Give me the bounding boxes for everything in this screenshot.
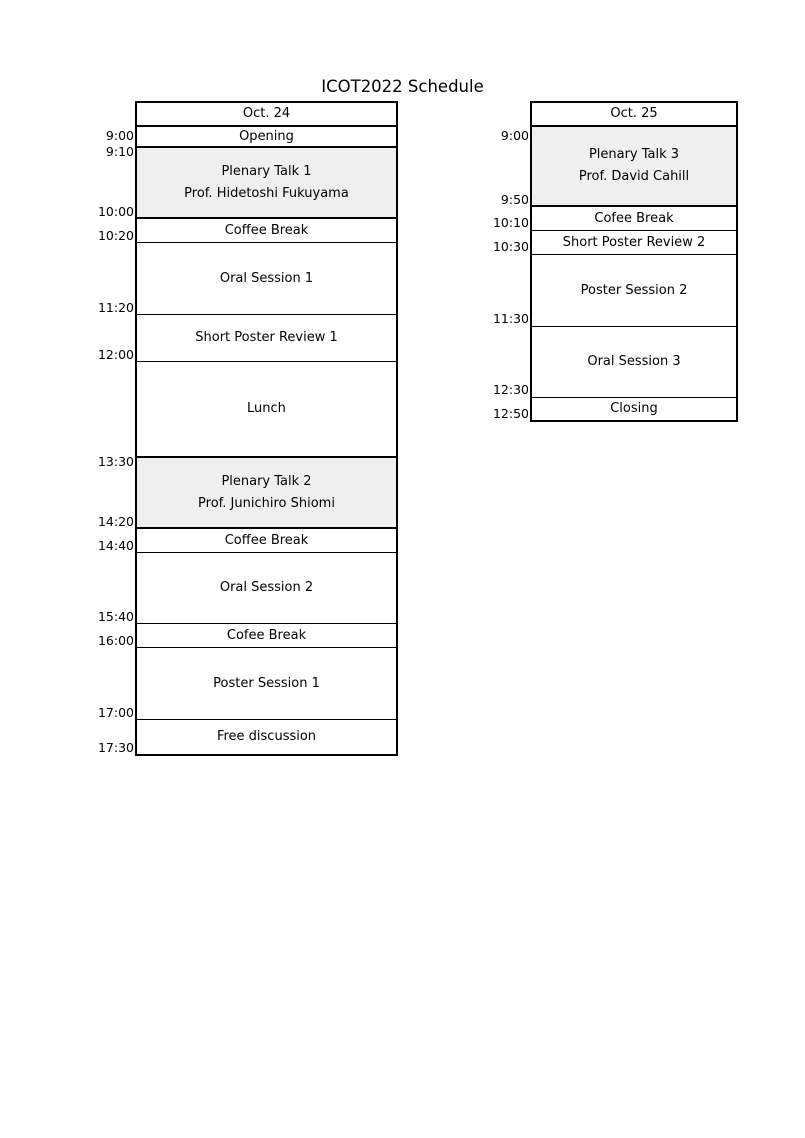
- session-title: Poster Session 2: [580, 282, 688, 298]
- time-label: 14:20: [97, 514, 134, 529]
- session-short-poster-review-1: [137, 315, 396, 362]
- session-coffee-break-oct-25: [532, 207, 736, 231]
- session-title: Short Poster Review 1: [195, 330, 338, 345]
- session-speaker: Prof. David Cahill: [578, 169, 690, 184]
- session-title: Cofee Break: [226, 627, 307, 643]
- time-label: 12:50: [492, 406, 529, 421]
- session-title: Short Poster Review 2: [562, 234, 706, 250]
- date-label: Oct. 25: [610, 106, 658, 121]
- session-plenary-talk-1: [137, 148, 396, 219]
- time-label: 12:00: [97, 347, 134, 362]
- session-title: Plenary Talk 3: [588, 147, 680, 162]
- date-label: Oct. 24: [242, 106, 291, 121]
- time-label: 13:30: [97, 454, 134, 469]
- session-title: Opening: [239, 128, 294, 144]
- session-title: Plenary Talk 1: [221, 163, 312, 179]
- session-closing: [532, 398, 736, 420]
- date-header-oct-25: [532, 103, 736, 127]
- session-oral-session-1: [137, 243, 396, 315]
- day-column-oct-25: [530, 101, 738, 422]
- session-title: Oral Session 3: [587, 354, 681, 369]
- time-label: 16:00: [97, 633, 134, 648]
- session-title: Plenary Talk 2: [221, 473, 312, 489]
- session-title: Closing: [610, 401, 658, 416]
- session-short-poster-review-2: [532, 231, 736, 255]
- session-opening: [137, 127, 396, 148]
- time-label: 10:30: [492, 239, 529, 254]
- session-title: Coffee Break: [224, 532, 309, 548]
- time-label: 10:00: [97, 204, 134, 219]
- session-title: Poster Session 1: [213, 675, 320, 691]
- time-label: 9:00: [500, 128, 529, 143]
- session-free-discussion: [137, 720, 396, 754]
- session-speaker: Prof. Junichiro Shiomi: [198, 495, 335, 511]
- session-coffee-break-2: [137, 529, 396, 553]
- time-label: 17:30: [97, 740, 134, 755]
- time-label: 10:20: [97, 228, 134, 243]
- session-title: Free discussion: [216, 729, 317, 744]
- session-plenary-talk-2: [137, 458, 396, 529]
- time-label: 11:30: [492, 311, 529, 326]
- session-oral-session-3: [532, 327, 736, 398]
- time-label: 9:00: [105, 128, 134, 143]
- session-coffee-break-3: [137, 624, 396, 648]
- session-poster-session-1: [137, 648, 396, 720]
- session-poster-session-2: [532, 255, 736, 327]
- session-title: Lunch: [247, 401, 286, 416]
- time-label: 9:50: [500, 192, 529, 207]
- time-label: 14:40: [97, 538, 134, 553]
- session-title: Oral Session 2: [219, 580, 314, 595]
- time-label: 17:00: [97, 705, 134, 720]
- schedule-title: ICOT2022 Schedule: [321, 77, 484, 96]
- time-label: 11:20: [97, 300, 134, 315]
- time-label: 15:40: [97, 609, 134, 624]
- session-title: Cofee Break: [594, 210, 674, 226]
- session-title: Coffee Break: [224, 222, 309, 238]
- session-plenary-talk-3: [532, 127, 736, 207]
- time-label: 9:10: [105, 144, 134, 159]
- time-label: 12:30: [492, 382, 529, 397]
- session-oral-session-2: [137, 553, 396, 624]
- time-label: 10:10: [492, 215, 529, 230]
- session-lunch: [137, 362, 396, 458]
- date-header-oct-24: [137, 103, 396, 127]
- session-title: Oral Session 1: [219, 270, 314, 286]
- day-column-oct-24: [135, 101, 398, 756]
- session-speaker: Prof. Hidetoshi Fukuyama: [184, 185, 349, 201]
- session-coffee-break-1: [137, 219, 396, 243]
